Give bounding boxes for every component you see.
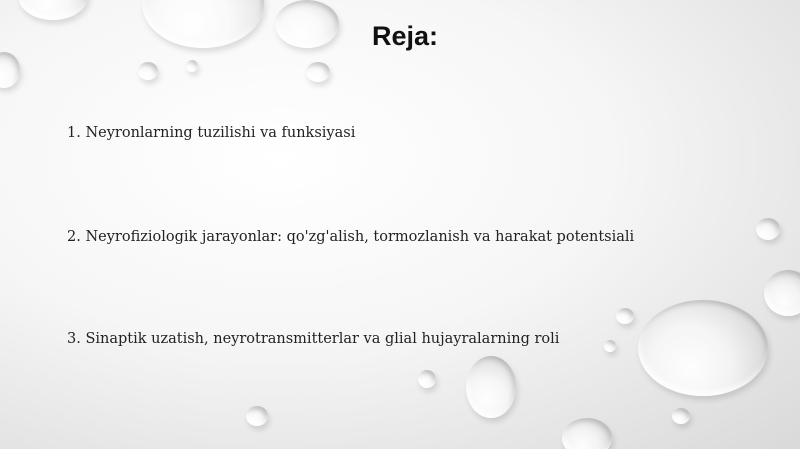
water-drop-decoration bbox=[562, 418, 612, 449]
water-drop-decoration bbox=[418, 370, 436, 388]
water-drop-decoration bbox=[138, 62, 158, 80]
water-drop-decoration bbox=[18, 0, 88, 20]
plan-item: 1. Neyronlarning tuzilishi va funksiyasi bbox=[67, 125, 356, 141]
plan-item: 3. Sinaptik uzatish, neyrotransmitterlar va glial hujayralarning roli bbox=[67, 331, 560, 347]
water-drop-decoration bbox=[186, 60, 198, 72]
slide-title: Reja: bbox=[371, 21, 439, 51]
water-drop-decoration bbox=[604, 340, 616, 352]
water-drop-decoration bbox=[764, 270, 800, 316]
water-drop-decoration bbox=[0, 52, 20, 88]
water-drop-decoration bbox=[466, 356, 516, 418]
water-drop-decoration bbox=[672, 408, 690, 424]
water-drop-decoration bbox=[638, 300, 768, 396]
water-drop-decoration bbox=[306, 62, 330, 82]
water-drop-decoration bbox=[756, 218, 780, 240]
water-drop-decoration bbox=[246, 406, 268, 426]
water-drop-decoration bbox=[616, 308, 634, 324]
plan-item: 2. Neyrofiziologik jarayonlar: qo'zg'alish, tormozlanish va harakat potentsiali bbox=[67, 229, 635, 245]
